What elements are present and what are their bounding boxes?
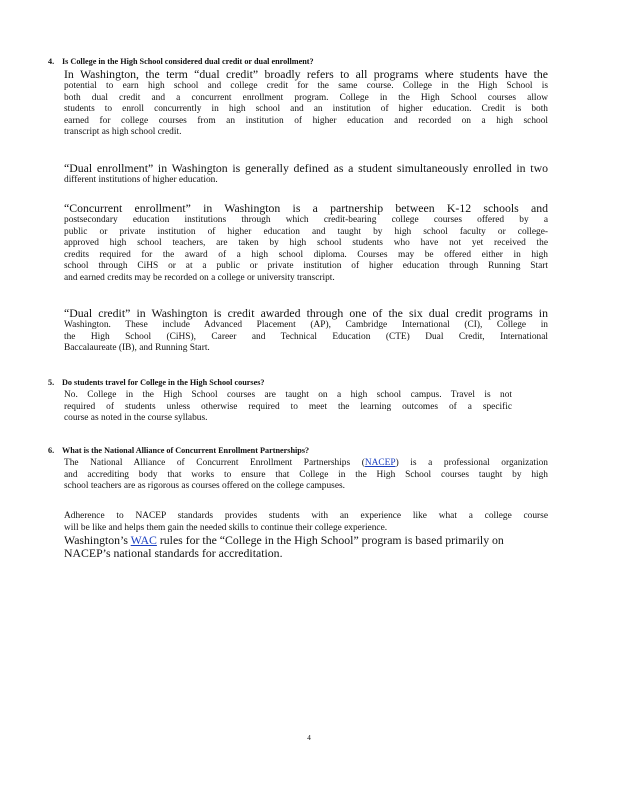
paragraph-line: students to enroll concurrently in high school and an institution of higher education. Credit is both bbox=[64, 104, 548, 115]
paragraph-dual-credit bbox=[64, 68, 548, 139]
question-heading bbox=[48, 56, 568, 67]
nacep-link[interactable]: NACEP bbox=[364, 458, 396, 468]
paragraph-line: potential to earn high school and college credit for the same course. College in the High School is bbox=[64, 81, 548, 91]
paragraph-line: earned for college courses from an institution of higher education and recorded on a high school bbox=[64, 115, 548, 126]
paragraph-line: and earned credits may be recorded on a college or university transcript. bbox=[64, 272, 335, 283]
question-title: Is College in the High School considered dual credit or dual enrollment? bbox=[62, 57, 314, 66]
paragraph-line: Baccalaureate (IB), and Running Start. bbox=[64, 343, 210, 354]
wac-link[interactable]: WAC bbox=[130, 533, 157, 548]
question-number: 5. bbox=[48, 378, 55, 387]
paragraph-dual-enrollment bbox=[64, 162, 548, 187]
question-title: What is the National Alliance of Concurrent Enrollment Partnerships? bbox=[62, 446, 310, 455]
paragraph-line: different institutions of higher education. bbox=[64, 175, 218, 185]
paragraph-line: and accrediting body that works to ensure that College in the High School courses taught by high bbox=[64, 469, 548, 480]
paragraph-concurrent-enrollment bbox=[64, 202, 548, 285]
paragraph-line: the High School (CiHS), Career and Technical Education (CTE) Dual Credit, International bbox=[64, 331, 548, 342]
paragraph-line: NACEP’s national standards for accreditation. bbox=[64, 546, 283, 561]
nacep-text-after: ) is a professional organization bbox=[395, 458, 548, 468]
wac-text-after: rules for the “College in the High School” program is based primarily on bbox=[156, 533, 504, 548]
paragraph-lead: “Dual enrollment” in Washington is generally defined as a student simultaneously enrolled in two bbox=[64, 161, 548, 175]
paragraph-line: Adherence to NACEP standards provides students with an experience like what a college course bbox=[64, 511, 548, 521]
paragraph-line: transcript as high school credit. bbox=[64, 127, 182, 138]
paragraph-dual-credit-programs bbox=[64, 307, 548, 355]
question-4 bbox=[48, 56, 568, 67]
paragraph-lead: In Washington, the term “dual credit” broadly refers to all programs where students have the bbox=[64, 67, 548, 81]
paragraph-line: credits required for the award of a high school diploma. Courses may be offered either in high bbox=[64, 249, 548, 260]
paragraph-line: will be like and helps them gain the needed skills to continue their college experience. bbox=[64, 522, 388, 533]
paragraph-line: No. College in the High School courses are taught on a high school campus. Travel is not bbox=[64, 390, 512, 400]
question-number: 4. bbox=[48, 57, 55, 66]
question-heading bbox=[48, 445, 568, 456]
paragraph-travel bbox=[64, 390, 512, 425]
paragraph-line: both dual credit and a concurrent enrollment program. College in the High School courses allow bbox=[64, 92, 548, 103]
paragraph-line: required of students unless otherwise required to meet the learning outcomes of a specific bbox=[64, 401, 512, 412]
page-number: 4 bbox=[307, 733, 311, 742]
question-heading bbox=[48, 377, 568, 388]
paragraph-line: school teachers are as rigorous as courses offered on the college campuses. bbox=[64, 481, 345, 492]
paragraph-line bbox=[64, 458, 548, 470]
paragraph-line: approved high school teachers, are taken by high school students who have not yet received the bbox=[64, 238, 548, 249]
paragraph-line: Washington. These include Advanced Placement (AP), Cambridge International (CI), College in bbox=[64, 320, 548, 330]
question-title: Do students travel for College in the High School courses? bbox=[62, 378, 265, 387]
question-6 bbox=[48, 445, 568, 456]
nacep-text-before: The National Alliance of Concurrent Enrollment Partnerships ( bbox=[64, 458, 365, 468]
paragraph-line: postsecondary education institutions through which credit-bearing college courses offered by a bbox=[64, 215, 548, 225]
paragraph-adherence bbox=[64, 511, 548, 560]
paragraph-nacep bbox=[64, 458, 548, 493]
paragraph-line: public or private institution of higher education and taught by high school faculty or college- bbox=[64, 226, 548, 237]
question-5 bbox=[48, 377, 568, 388]
wac-text-before: Washington’s bbox=[64, 533, 131, 548]
paragraph-lead: “Concurrent enrollment” in Washington is a partnership between K-12 schools and bbox=[64, 201, 548, 215]
paragraph-line: school through CiHS or at a public or private institution of higher education through Running Start bbox=[64, 261, 548, 272]
paragraph-lead: “Dual credit” in Washington is credit awarded through one of the six dual credit programs in bbox=[64, 306, 548, 320]
question-number: 6. bbox=[48, 446, 55, 455]
paragraph-line: course as noted in the course syllabus. bbox=[64, 413, 208, 424]
